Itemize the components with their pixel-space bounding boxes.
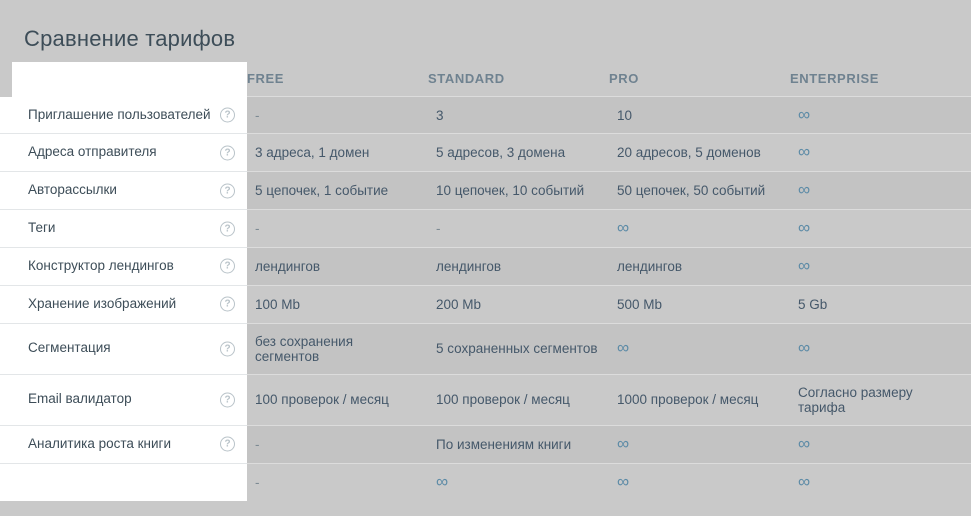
value-cell-pro: 50 цепочек, 50 событий bbox=[609, 172, 790, 210]
question-mark-icon[interactable]: ? bbox=[220, 145, 235, 160]
value-cell-free: 5 цепочек, 1 событие bbox=[247, 172, 428, 210]
infinity-icon: ∞ bbox=[798, 218, 811, 238]
value-cell-standard bbox=[428, 463, 609, 500]
table-row bbox=[0, 210, 971, 248]
dash-value: - bbox=[255, 436, 260, 452]
value-cell-free: 100 Mb bbox=[247, 285, 428, 323]
value-cell-pro bbox=[609, 210, 790, 248]
infinity-icon: ∞ bbox=[798, 338, 811, 358]
question-mark-icon[interactable]: ? bbox=[220, 297, 235, 312]
value-cell-free bbox=[247, 463, 428, 500]
feature-cell bbox=[0, 323, 247, 374]
value-cell-free bbox=[247, 425, 428, 463]
value-cell-pro bbox=[609, 323, 790, 374]
feature-label: Конструктор лендингов bbox=[28, 258, 174, 273]
column-header-enterprise: ENTERPRISE bbox=[790, 70, 880, 86]
feature-label: Email валидатор bbox=[28, 391, 132, 407]
feature-cell bbox=[0, 374, 247, 425]
value-cell-standard: 5 адресов, 3 домена bbox=[428, 134, 609, 172]
feature-column-footer-background bbox=[12, 472, 247, 498]
feature-cell bbox=[0, 285, 247, 323]
infinity-icon: ∞ bbox=[798, 471, 811, 491]
table-row bbox=[0, 134, 971, 172]
value-cell-enterprise bbox=[790, 425, 971, 463]
feature-cell bbox=[0, 248, 247, 286]
comparison-table bbox=[0, 60, 971, 501]
infinity-icon: ∞ bbox=[617, 433, 630, 453]
value-cell-free: лендингов bbox=[247, 248, 428, 286]
feature-cell bbox=[0, 210, 247, 248]
feature-cell bbox=[0, 97, 247, 134]
value-cell-standard: лендингов bbox=[428, 248, 609, 286]
value-cell-enterprise: 5 Gb bbox=[790, 285, 971, 323]
table-header-row bbox=[0, 60, 971, 97]
dash-value: - bbox=[255, 474, 260, 490]
question-mark-icon[interactable]: ? bbox=[220, 341, 235, 356]
feature-label: Сегментация bbox=[28, 340, 111, 356]
value-cell-standard: 5 сохраненных сегментов bbox=[428, 323, 609, 374]
table-row bbox=[0, 248, 971, 286]
value-cell-pro: 10 bbox=[609, 97, 790, 134]
value-cell-pro: 20 адресов, 5 доменов bbox=[609, 134, 790, 172]
table-body bbox=[0, 97, 971, 501]
feature-label: Аналитика роста книги bbox=[28, 435, 171, 451]
question-mark-icon[interactable]: ? bbox=[220, 437, 235, 452]
infinity-icon: ∞ bbox=[436, 471, 449, 491]
question-mark-icon[interactable]: ? bbox=[220, 107, 235, 122]
value-cell-standard: 200 Mb bbox=[428, 285, 609, 323]
question-mark-icon[interactable]: ? bbox=[220, 392, 235, 407]
value-cell-pro: 500 Mb bbox=[609, 285, 790, 323]
infinity-icon: ∞ bbox=[798, 255, 811, 275]
feature-label: Адреса отправителя bbox=[28, 144, 157, 160]
value-cell-free bbox=[247, 97, 428, 134]
feature-label: Авторассылки bbox=[28, 182, 117, 198]
value-cell-standard bbox=[428, 210, 609, 248]
infinity-icon: ∞ bbox=[617, 338, 630, 358]
value-cell-free: 3 адреса, 1 домен bbox=[247, 134, 428, 172]
infinity-icon: ∞ bbox=[798, 433, 811, 453]
column-header-free: FREE bbox=[247, 70, 285, 86]
page-title: Сравнение тарифов bbox=[24, 26, 236, 51]
table-row bbox=[0, 425, 971, 463]
value-cell-standard: По изменениям книги bbox=[428, 425, 609, 463]
question-mark-icon[interactable]: ? bbox=[220, 259, 235, 274]
table-row bbox=[0, 172, 971, 210]
column-header-standard: STANDARD bbox=[428, 70, 505, 86]
infinity-icon: ∞ bbox=[798, 180, 811, 200]
value-cell-enterprise bbox=[790, 463, 971, 500]
dash-value: - bbox=[255, 221, 260, 237]
table-row bbox=[0, 323, 971, 374]
question-mark-icon[interactable]: ? bbox=[220, 183, 235, 198]
value-cell-enterprise bbox=[790, 210, 971, 248]
table-header bbox=[0, 60, 971, 97]
value-cell-enterprise bbox=[790, 172, 971, 210]
table-row bbox=[0, 285, 971, 323]
infinity-icon: ∞ bbox=[798, 104, 811, 124]
table-row bbox=[0, 374, 971, 425]
value-cell-enterprise bbox=[790, 323, 971, 374]
feature-label: Теги bbox=[28, 220, 56, 236]
dash-value: - bbox=[436, 221, 441, 237]
infinity-icon: ∞ bbox=[798, 142, 811, 162]
value-cell-pro: лендингов bbox=[609, 248, 790, 286]
infinity-icon: ∞ bbox=[617, 471, 630, 491]
feature-cell bbox=[0, 134, 247, 172]
value-cell-standard: 10 цепочек, 10 событий bbox=[428, 172, 609, 210]
value-cell-free bbox=[247, 210, 428, 248]
column-header-pro: PRO bbox=[609, 70, 639, 86]
value-cell-free: без сохранения сегментов bbox=[247, 323, 428, 374]
value-cell-pro: 1000 проверок / месяц bbox=[609, 374, 790, 425]
value-cell-enterprise bbox=[790, 97, 971, 134]
value-cell-enterprise bbox=[790, 248, 971, 286]
feature-label: Хранение изображений bbox=[28, 295, 177, 311]
feature-label: Приглашение пользователей bbox=[28, 106, 211, 122]
dash-value: - bbox=[255, 107, 260, 123]
comparison-table-container bbox=[0, 60, 971, 501]
value-cell-standard: 100 проверок / месяц bbox=[428, 374, 609, 425]
value-cell-pro bbox=[609, 463, 790, 500]
value-cell-enterprise bbox=[790, 134, 971, 172]
question-mark-icon[interactable]: ? bbox=[220, 221, 235, 236]
feature-cell bbox=[0, 172, 247, 210]
feature-cell bbox=[0, 425, 247, 463]
column-header-feature bbox=[0, 60, 247, 97]
value-cell-free: 100 проверок / месяц bbox=[247, 374, 428, 425]
value-cell-pro bbox=[609, 425, 790, 463]
value-cell-enterprise: Согласно размеру тарифа bbox=[790, 374, 971, 425]
value-cell-standard: 3 bbox=[428, 97, 609, 134]
infinity-icon: ∞ bbox=[617, 218, 630, 238]
table-row bbox=[0, 97, 971, 134]
